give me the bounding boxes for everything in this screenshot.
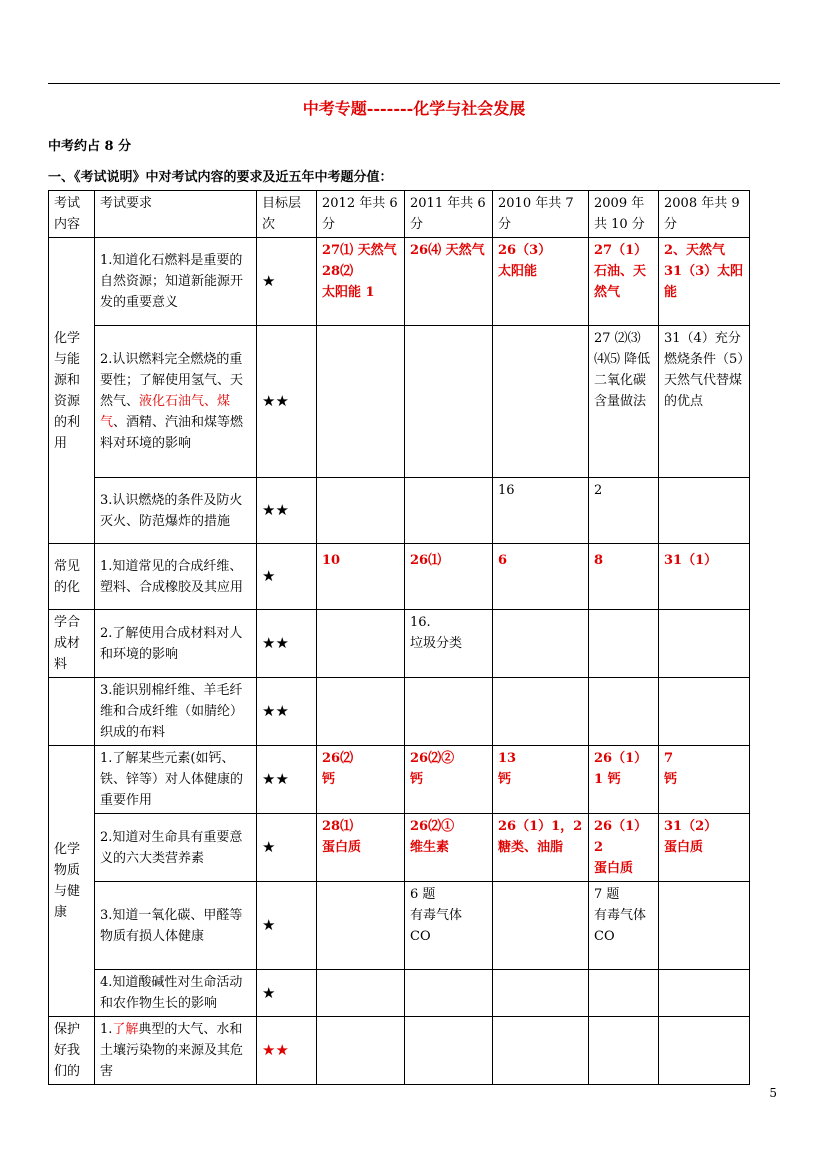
cell-2009: 26（1） 1 钙	[589, 746, 659, 814]
category-protect: 保护好我们的	[49, 1017, 95, 1085]
table-row	[49, 610, 750, 678]
cell-2010: 26（1）1，2 糖类、油脂	[493, 814, 589, 882]
cell-2012: 10	[317, 544, 405, 610]
exam-table	[48, 190, 750, 1085]
cell-2010: 13 钙	[493, 746, 589, 814]
table-row	[49, 882, 750, 970]
header-2008: 2008 年共 9 分	[659, 191, 750, 238]
category-health: 化学物质与健康	[49, 746, 95, 1017]
cell-2012	[317, 326, 405, 478]
header-2012: 2012 年共 6 分	[317, 191, 405, 238]
cell-2011: 26⑷ 天然气	[405, 238, 493, 326]
page-number: 5	[769, 1086, 777, 1100]
header-2009: 2009 年共 10 分	[589, 191, 659, 238]
cell-2008: 2、天然气 31（3）太阳能	[659, 238, 750, 326]
cell-2010: 16	[493, 478, 589, 544]
level-stars: ★★	[257, 746, 317, 814]
requirement-cell: 2.认识燃料完全燃烧的重要性；了解使用氢气、天然气、液化石油气、煤气、酒精、汽油和煤等燃料对环境的影响	[95, 326, 257, 478]
requirement-cell: 2.了解使用合成材料对人和环境的影响	[95, 610, 257, 678]
table-row	[49, 970, 750, 1017]
level-stars: ★	[257, 814, 317, 882]
cell-2011	[405, 326, 493, 478]
cell-2009	[589, 678, 659, 746]
cell-2010	[493, 326, 589, 478]
cell-2008	[659, 610, 750, 678]
requirement-cell: 1.了解某些元素(如钙、铁、锌等）对人体健康的重要作用	[95, 746, 257, 814]
cell-2011: 26⑴	[405, 544, 493, 610]
header-row	[49, 191, 750, 238]
cell-2008	[659, 1017, 750, 1085]
level-stars: ★★	[257, 678, 317, 746]
requirement-cell: 3.知道一氧化碳、甲醛等物质有损人体健康	[95, 882, 257, 970]
cell-2012	[317, 610, 405, 678]
cell-2010: 6	[493, 544, 589, 610]
cell-2012: 28⑴ 蛋白质	[317, 814, 405, 882]
cell-2008	[659, 882, 750, 970]
table-row	[49, 746, 750, 814]
cell-2009: 27 ⑵⑶ ⑷⑸ 降低二氧化碳含量做法	[589, 326, 659, 478]
cell-2011	[405, 678, 493, 746]
cell-2008: 7 钙	[659, 746, 750, 814]
cell-2008	[659, 478, 750, 544]
top-rule	[48, 83, 780, 84]
cell-2009: 27（1） 石油、天然气	[589, 238, 659, 326]
cell-2010	[493, 610, 589, 678]
level-stars: ★	[257, 544, 317, 610]
cell-2012	[317, 970, 405, 1017]
table-row	[49, 544, 750, 610]
table-row	[49, 478, 750, 544]
cell-2010	[493, 970, 589, 1017]
cell-2011: 26⑵① 维生素	[405, 814, 493, 882]
cell-2008: 31（4）充分燃烧条件（5）天然气代替煤的优点	[659, 326, 750, 478]
requirement-cell: 1.知道常见的合成纤维、塑料、合成橡胶及其应用	[95, 544, 257, 610]
cell-2009	[589, 970, 659, 1017]
cell-2012: 26⑵ 钙	[317, 746, 405, 814]
header-level: 目标层次	[257, 191, 317, 238]
cell-2008: 31（2） 蛋白质	[659, 814, 750, 882]
cell-2010	[493, 882, 589, 970]
cell-2009: 7 题 有毒气体 CO	[589, 882, 659, 970]
level-stars: ★	[257, 882, 317, 970]
section-heading: 一、《考试说明》中对考试内容的要求及近五年中考题分值：	[48, 170, 393, 185]
level-stars: ★	[257, 970, 317, 1017]
level-stars: ★★	[257, 610, 317, 678]
cell-2012	[317, 1017, 405, 1085]
requirement-cell: 4.知道酸碱性对生命活动和农作物生长的影响	[95, 970, 257, 1017]
table-row	[49, 326, 750, 478]
cell-2009	[589, 1017, 659, 1085]
cell-2011	[405, 970, 493, 1017]
cell-2010: 26（3） 太阳能	[493, 238, 589, 326]
cell-2011: 6 题 有毒气体 CO	[405, 882, 493, 970]
category-empty	[49, 678, 95, 746]
cell-2011	[405, 478, 493, 544]
cell-2008: 31（1）	[659, 544, 750, 610]
page-title: 中考专题-------化学与社会发展	[302, 99, 526, 118]
cell-2010	[493, 1017, 589, 1085]
requirement-cell: 1.了解典型的大气、水和土壤污染物的来源及其危害	[95, 1017, 257, 1085]
level-stars: ★★	[257, 478, 317, 544]
category-materials-b: 学合成材料	[49, 610, 95, 678]
requirement-cell: 3.能识别棉纤维、羊毛纤维和合成纤维（如腈纶）织成的布料	[95, 678, 257, 746]
table-row	[49, 678, 750, 746]
cell-2012	[317, 882, 405, 970]
header-2011: 2011 年共 6 分	[405, 191, 493, 238]
cell-2012	[317, 478, 405, 544]
cell-2009: 8	[589, 544, 659, 610]
header-requirement: 考试要求	[95, 191, 257, 238]
table-row	[49, 1017, 750, 1085]
cell-2008	[659, 970, 750, 1017]
table-row	[49, 814, 750, 882]
cell-2010	[493, 678, 589, 746]
cell-2012	[317, 678, 405, 746]
header-2010: 2010 年共 7 分	[493, 191, 589, 238]
level-stars: ★	[257, 238, 317, 326]
requirement-cell: 3.认识燃烧的条件及防火灭火、防范爆炸的措施	[95, 478, 257, 544]
requirement-cell: 2.知道对生命具有重要意义的六大类营养素	[95, 814, 257, 882]
cell-2009: 26（1） 2 蛋白质	[589, 814, 659, 882]
cell-2011	[405, 1017, 493, 1085]
cell-2009	[589, 610, 659, 678]
level-stars: ★★	[257, 1017, 317, 1085]
cell-2011: 16. 垃圾分类	[405, 610, 493, 678]
cell-2012: 27⑴ 天然气 28⑵ 太阳能 1	[317, 238, 405, 326]
level-stars: ★★	[257, 326, 317, 478]
category-energy: 化学与能源和资源的利用	[49, 238, 95, 544]
cell-2009: 2	[589, 478, 659, 544]
table-row	[49, 238, 750, 326]
cell-2011: 26⑵② 钙	[405, 746, 493, 814]
cell-2008	[659, 678, 750, 746]
requirement-cell: 1.知道化石燃料是重要的自然资源；知道新能源开发的重要意义	[95, 238, 257, 326]
header-content: 考试内容	[49, 191, 95, 238]
score-note: 中考约占 8 分	[48, 139, 132, 154]
category-materials-a: 常见的化	[49, 544, 95, 610]
